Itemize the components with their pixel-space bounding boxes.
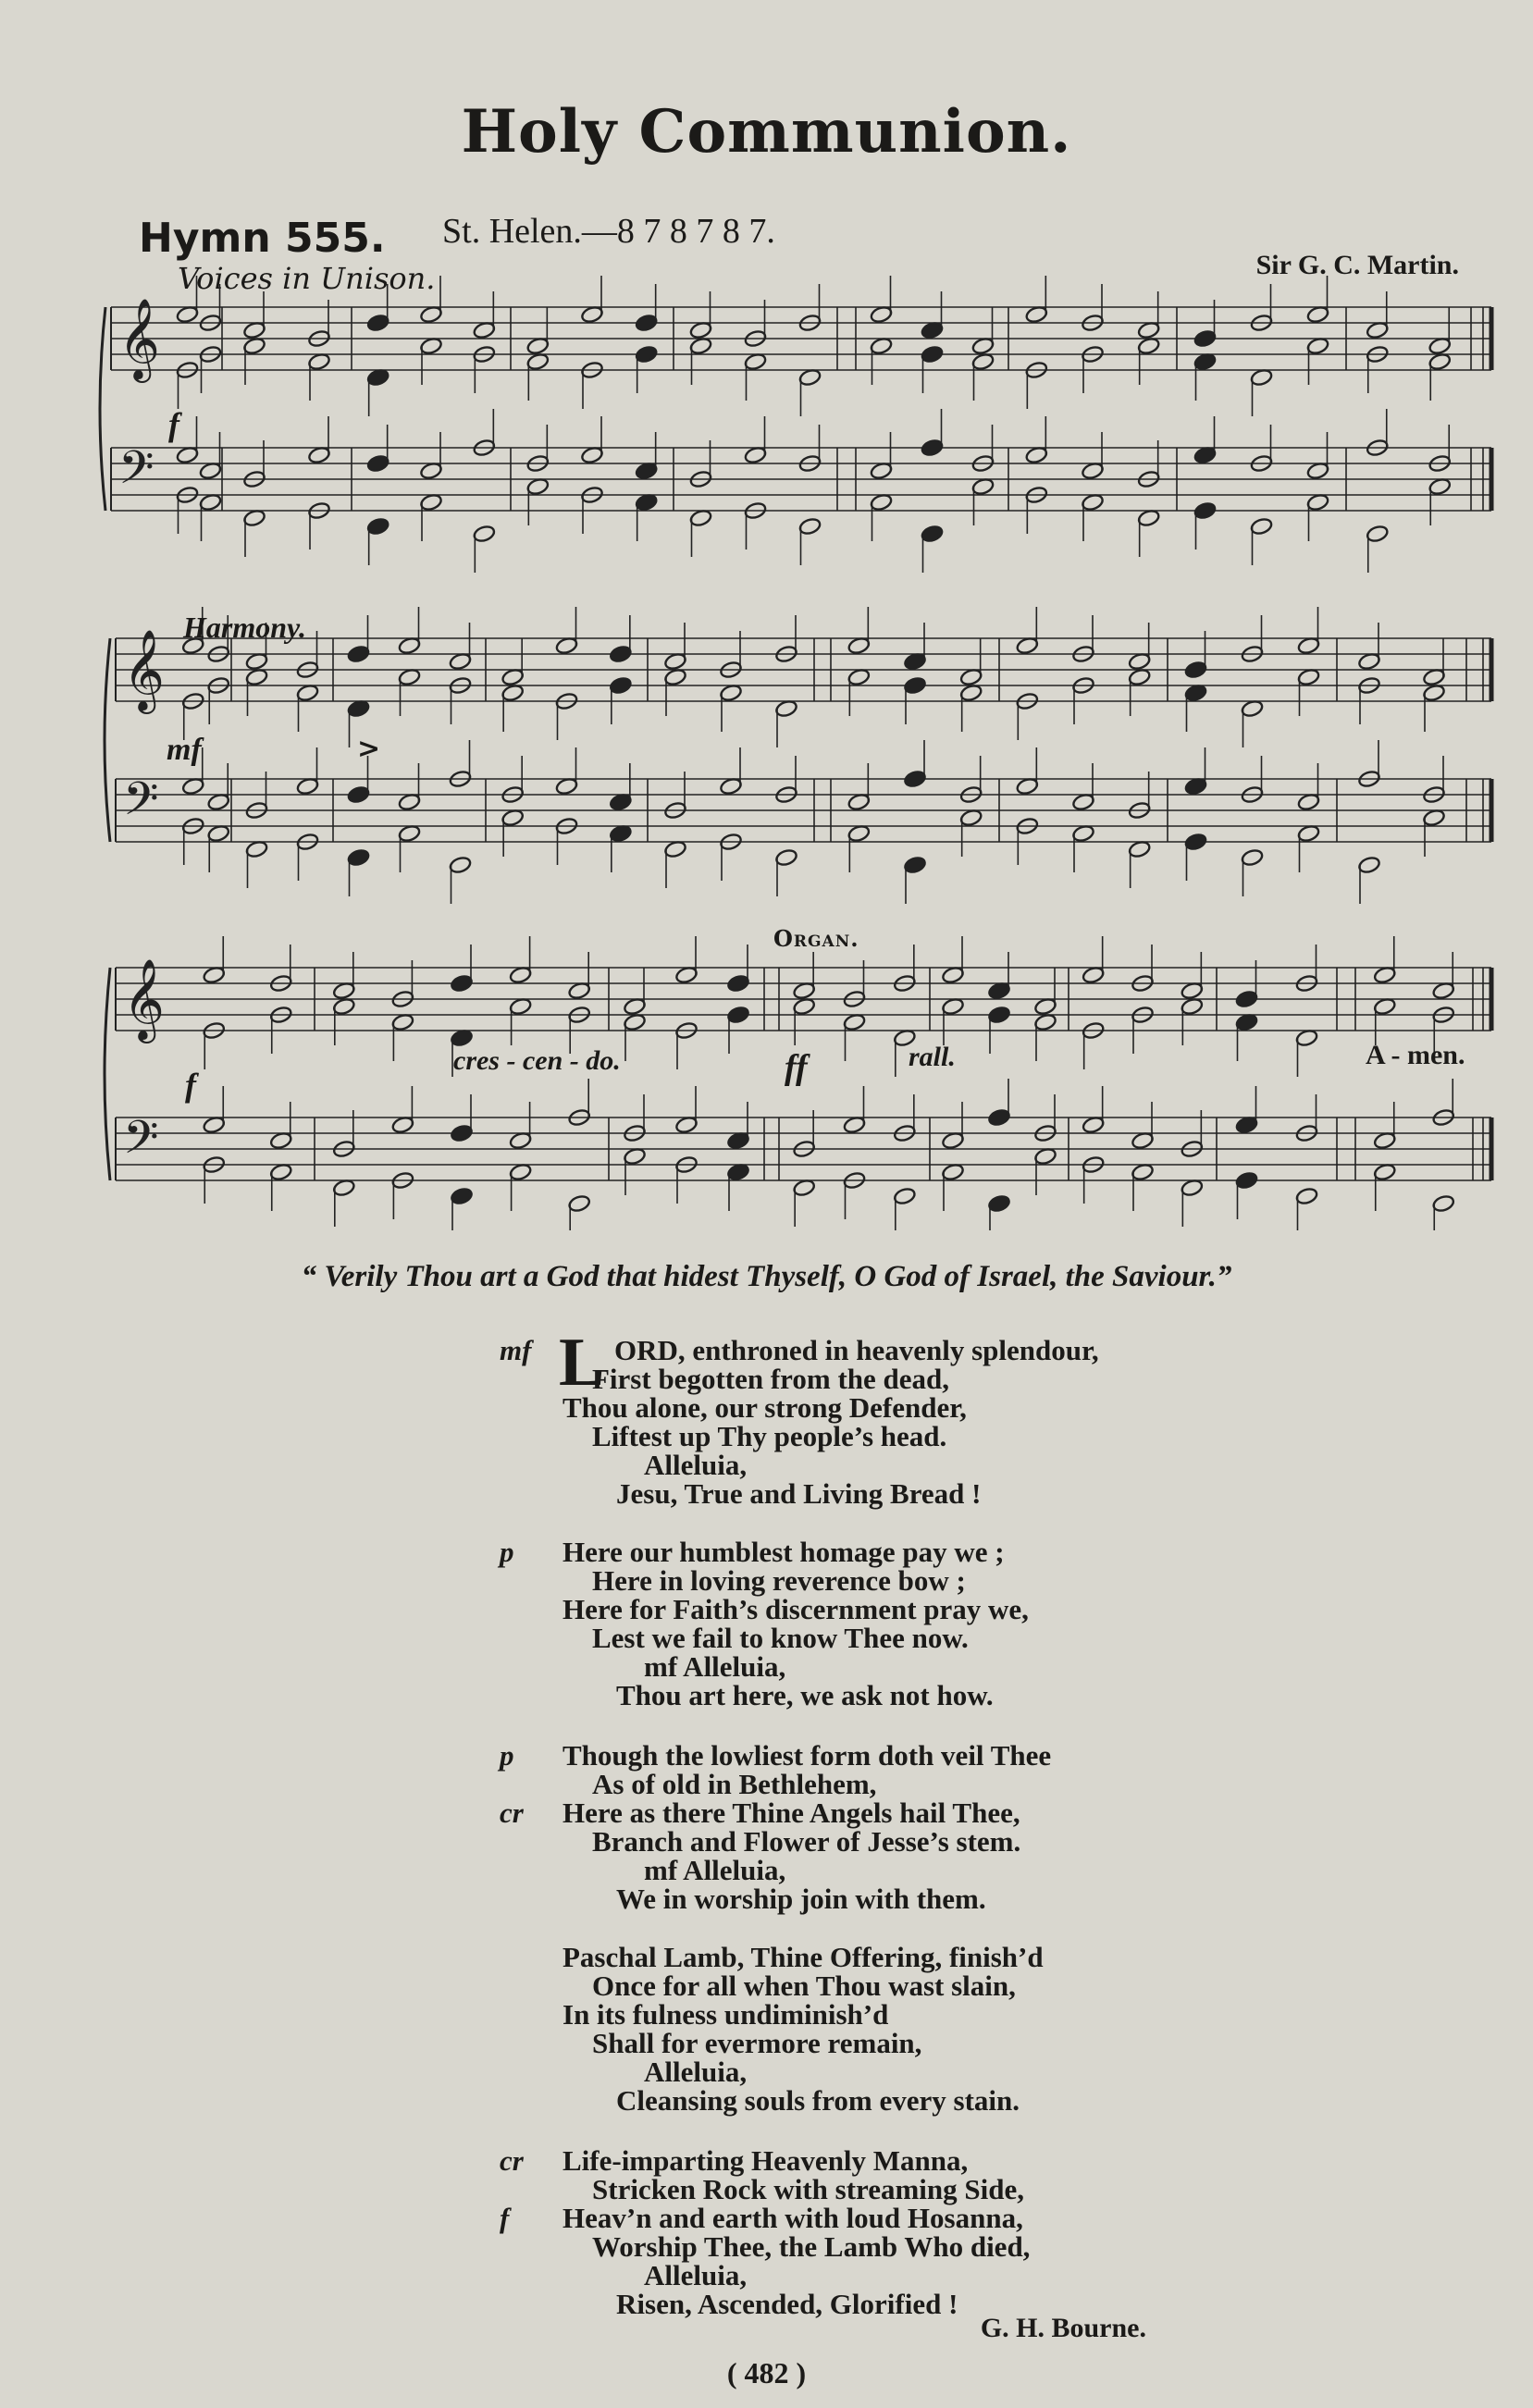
line-text: mf Alleluia, bbox=[644, 1650, 786, 1683]
stanza-line bbox=[500, 1451, 1332, 1479]
tune-name: St. Helen.—8 7 8 7 8 7. bbox=[442, 212, 775, 251]
line-text: Shall for evermore remain, bbox=[592, 2027, 922, 2059]
note-head bbox=[450, 974, 473, 994]
note-head bbox=[903, 856, 926, 875]
treble-clef-icon: 𝄞 bbox=[123, 628, 165, 710]
stanza-2 bbox=[500, 1537, 1332, 1710]
note-head bbox=[893, 1187, 916, 1206]
stanza-line bbox=[500, 2029, 1332, 2057]
note-head bbox=[1250, 517, 1273, 537]
note-head bbox=[903, 770, 926, 789]
note-head bbox=[921, 345, 944, 364]
crescendo-text: cres - cen - do. bbox=[453, 1045, 621, 1076]
line-text: Once for all when Thou wast slain, bbox=[592, 1970, 1016, 2002]
line-text: Here our humblest homage pay we ; bbox=[563, 1536, 1005, 1568]
dynamic-mark: mf bbox=[500, 1334, 532, 1366]
note-head bbox=[1193, 329, 1217, 349]
harmony-label: Harmony. bbox=[183, 611, 307, 644]
note-head bbox=[366, 314, 389, 333]
note-head bbox=[726, 1006, 749, 1025]
dynamic-mark: p bbox=[500, 1739, 514, 1772]
bass-clef-icon: 𝄢 bbox=[123, 772, 159, 837]
system-brace bbox=[100, 307, 105, 511]
note-head bbox=[1357, 856, 1380, 875]
stanza-line bbox=[500, 1770, 1332, 1798]
note-head bbox=[473, 525, 496, 544]
note-head bbox=[1295, 1187, 1318, 1206]
note-head bbox=[1241, 848, 1264, 868]
line-text: First begotten from the dead, bbox=[592, 1363, 950, 1395]
dynamic-mark: cr bbox=[500, 1797, 524, 1829]
line-text: Here as there Thine Angels hail Thee, bbox=[563, 1797, 1020, 1829]
line-text: Risen, Ascended, Glorified ! bbox=[616, 2288, 958, 2320]
author: G. H. Bourne. bbox=[980, 2313, 1146, 2343]
note-head bbox=[635, 345, 658, 364]
note-head bbox=[987, 1108, 1010, 1128]
note-head bbox=[921, 438, 944, 458]
stanza-5 bbox=[500, 2146, 1332, 2318]
line-text: ORD, enthroned in heavenly splendour, bbox=[614, 1334, 1099, 1366]
stanza-line bbox=[500, 2175, 1332, 2204]
line-text: Here in loving reverence bow ; bbox=[592, 1564, 966, 1597]
line-text: Though the lowliest form doth veil Thee bbox=[563, 1739, 1052, 1772]
system-brace bbox=[105, 968, 110, 1180]
amen-text: A - men. bbox=[1366, 1040, 1465, 1070]
note-head bbox=[635, 314, 658, 333]
rall-text: rall. bbox=[909, 1042, 956, 1072]
line-text: As of old in Bethlehem, bbox=[592, 1768, 877, 1800]
stanza-line bbox=[500, 1971, 1332, 2000]
note-head bbox=[1366, 525, 1389, 544]
treble-clef-icon: 𝄞 bbox=[118, 297, 160, 379]
stanza-line bbox=[500, 1741, 1332, 1770]
line-text: Jesu, True and Living Bread ! bbox=[616, 1477, 982, 1510]
bass-clef-icon: 𝄢 bbox=[123, 1111, 159, 1176]
stanza-line bbox=[500, 1566, 1332, 1595]
stanza-line bbox=[500, 1884, 1332, 1913]
stanza-line bbox=[500, 1595, 1332, 1624]
stanza-line bbox=[500, 2086, 1332, 2115]
stanza-line bbox=[500, 2146, 1332, 2175]
stanza-line bbox=[500, 1652, 1332, 1681]
line-text: Cleansing souls from every stain. bbox=[616, 2084, 1020, 2117]
stanza-line bbox=[500, 2057, 1332, 2086]
line-text: Alleluia, bbox=[644, 2259, 748, 2291]
stanza-line bbox=[500, 1365, 1332, 1393]
note-head bbox=[347, 785, 370, 805]
note-head bbox=[347, 645, 370, 664]
note-head bbox=[1184, 661, 1207, 680]
stanza-line bbox=[500, 1624, 1332, 1652]
treble-clef-icon: 𝄞 bbox=[123, 957, 165, 1040]
stanza-4 bbox=[500, 1943, 1332, 2115]
line-text: Life-imparting Heavenly Manna, bbox=[563, 2144, 969, 2177]
stanza-line bbox=[500, 1681, 1332, 1710]
stanza-line bbox=[500, 1393, 1332, 1422]
line-text: Worship Thee, the Lamb Who died, bbox=[592, 2230, 1031, 2263]
note-head bbox=[1432, 1194, 1455, 1214]
line-text: Alleluia, bbox=[644, 2056, 748, 2088]
note-head bbox=[903, 676, 926, 696]
line-text: Lest we fail to know Thee now. bbox=[592, 1622, 969, 1654]
dynamic-mark: f bbox=[500, 2202, 510, 2234]
note-head bbox=[1184, 833, 1207, 852]
line-text: Heav’n and earth with loud Hosanna, bbox=[563, 2202, 1023, 2234]
note-head bbox=[567, 1194, 590, 1214]
stanza-line bbox=[500, 1827, 1332, 1856]
note-head bbox=[366, 517, 389, 537]
dynamic-mark: cr bbox=[500, 2144, 524, 2177]
note-head bbox=[1235, 1171, 1258, 1191]
note-head bbox=[347, 848, 370, 868]
note-head bbox=[987, 1194, 1010, 1214]
stanza-line bbox=[500, 1537, 1332, 1566]
note-head bbox=[1235, 990, 1258, 1009]
note-head bbox=[366, 454, 389, 474]
bass-clef-icon: 𝄢 bbox=[118, 441, 155, 506]
stanza-line bbox=[500, 1479, 1332, 1508]
stanza-line bbox=[500, 1856, 1332, 1884]
stanza-line bbox=[500, 1422, 1332, 1451]
line-text: Liftest up Thy people’s head. bbox=[592, 1420, 947, 1452]
note-head bbox=[726, 974, 749, 994]
note-head bbox=[449, 856, 472, 875]
stanza-line bbox=[500, 2204, 1332, 2232]
dynamic-ff: ff bbox=[785, 1048, 808, 1087]
drop-cap: L bbox=[559, 1325, 605, 1401]
line-text: mf Alleluia, bbox=[644, 1854, 786, 1886]
note-head bbox=[798, 517, 822, 537]
page-title: Holy Communion. bbox=[461, 97, 1072, 167]
dynamic-f-2: f bbox=[185, 1067, 196, 1104]
hymn-number: Hymn 555. bbox=[139, 215, 386, 262]
dynamic-mark: p bbox=[500, 1536, 514, 1568]
line-text: Thou alone, our strong Defender, bbox=[563, 1391, 967, 1424]
note-head bbox=[921, 525, 944, 544]
accent-mark: > bbox=[357, 733, 381, 765]
note-head bbox=[774, 848, 797, 868]
system-brace bbox=[105, 638, 110, 842]
note-head bbox=[987, 1006, 1010, 1025]
stanza-3 bbox=[500, 1741, 1332, 1913]
note-head bbox=[609, 676, 632, 696]
stanza-line bbox=[500, 2232, 1332, 2261]
stanza-line bbox=[500, 2261, 1332, 2290]
note-head bbox=[450, 1124, 473, 1143]
line-text: In its fulness undiminish’d bbox=[563, 1998, 889, 2031]
stanza-line bbox=[500, 1943, 1332, 1971]
dynamic-mf: mf bbox=[167, 733, 202, 767]
stanza-1 bbox=[500, 1325, 1332, 1510]
line-text: Here for Faith’s discernment pray we, bbox=[563, 1593, 1029, 1625]
voices-label: Voices in Unison. bbox=[178, 261, 436, 296]
note-head bbox=[609, 645, 632, 664]
stanza-line bbox=[500, 1798, 1332, 1827]
line-text: We in worship join with them. bbox=[616, 1883, 986, 1915]
composer: Sir G. C. Martin. bbox=[1255, 250, 1459, 280]
organ-label: Organ. bbox=[773, 925, 859, 952]
note-head bbox=[1193, 501, 1217, 521]
stanza-line bbox=[500, 2000, 1332, 2029]
epigraph: “ Verily Thou art a God that hidest Thyself, O God of Israel, the Saviour.” bbox=[301, 1260, 1232, 1293]
line-text: Paschal Lamb, Thine Offering, finish’d bbox=[563, 1941, 1044, 1973]
line-text: Thou art here, we ask not how. bbox=[616, 1679, 994, 1711]
stanza-line bbox=[500, 2290, 1332, 2318]
line-text: Stricken Rock with streaming Side, bbox=[592, 2173, 1025, 2205]
note-head bbox=[450, 1187, 473, 1206]
line-text: Alleluia, bbox=[644, 1449, 748, 1481]
line-text: Branch and Flower of Jesse’s stem. bbox=[592, 1825, 1021, 1858]
page-number: ( 482 ) bbox=[726, 2356, 807, 2389]
dynamic-f: f bbox=[168, 406, 179, 443]
